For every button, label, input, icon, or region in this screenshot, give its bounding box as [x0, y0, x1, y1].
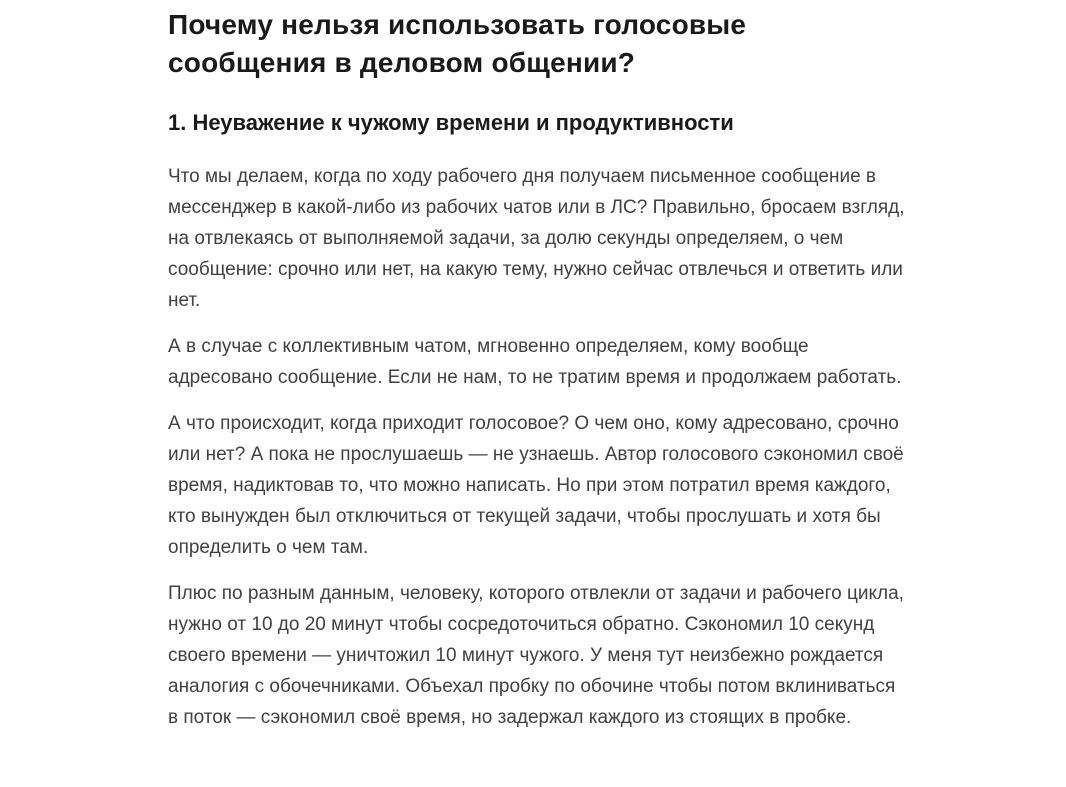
- paragraph: Что мы делаем, когда по ходу рабочего дня получаем письменное сообщение в мессенджер в какой-либо из рабочих чатов или в ЛС? Правильно, бросаем взгляд, на отвлекаясь от выполняемой задачи, за долю секунды определяем, о чем сообщение: срочно или нет, на какую тему, нужно сейчас отвлечься и ответить или нет.: [168, 166, 905, 311]
- section-heading: 1. Неуважение к чужому времени и продуктивности: [168, 110, 734, 135]
- paragraph: Плюс по разным данным, человеку, которого отвлекли от задачи и рабочего цикла, нужно от 10 до 20 минут чтобы сосредоточиться обратно. Сэкономил 10 секунд своего времени — уничтожил 10 минут чужого. У меня тут неизбежно рождается аналогия с обочечниками. Объехал пробку по обочине чтобы потом вклиниваться в поток — сэкономил своё время, но задержал каждого из стоящих в пробке.: [168, 583, 904, 728]
- article-title: Почему нельзя использовать голосовые сообщения в деловом общении?: [168, 9, 747, 78]
- article: [168, 6, 910, 733]
- paragraph: А что происходит, когда приходит голосовое? О чем оно, кому адресовано, срочно или нет? А пока не прослушаешь — не узнаешь. Автор голосового сэкономил своё время, надиктовав то, что можно написать. Но при этом потратил время каждого, кто вынужден был отключиться от текущей задачи, чтобы прослушать и хотя бы определить о чем там.: [168, 413, 904, 558]
- paragraph: А в случае с коллективным чатом, мгновенно определяем, кому вообще адресовано сообщение. Если не нам, то не тратим время и продолжаем работать.: [168, 336, 902, 388]
